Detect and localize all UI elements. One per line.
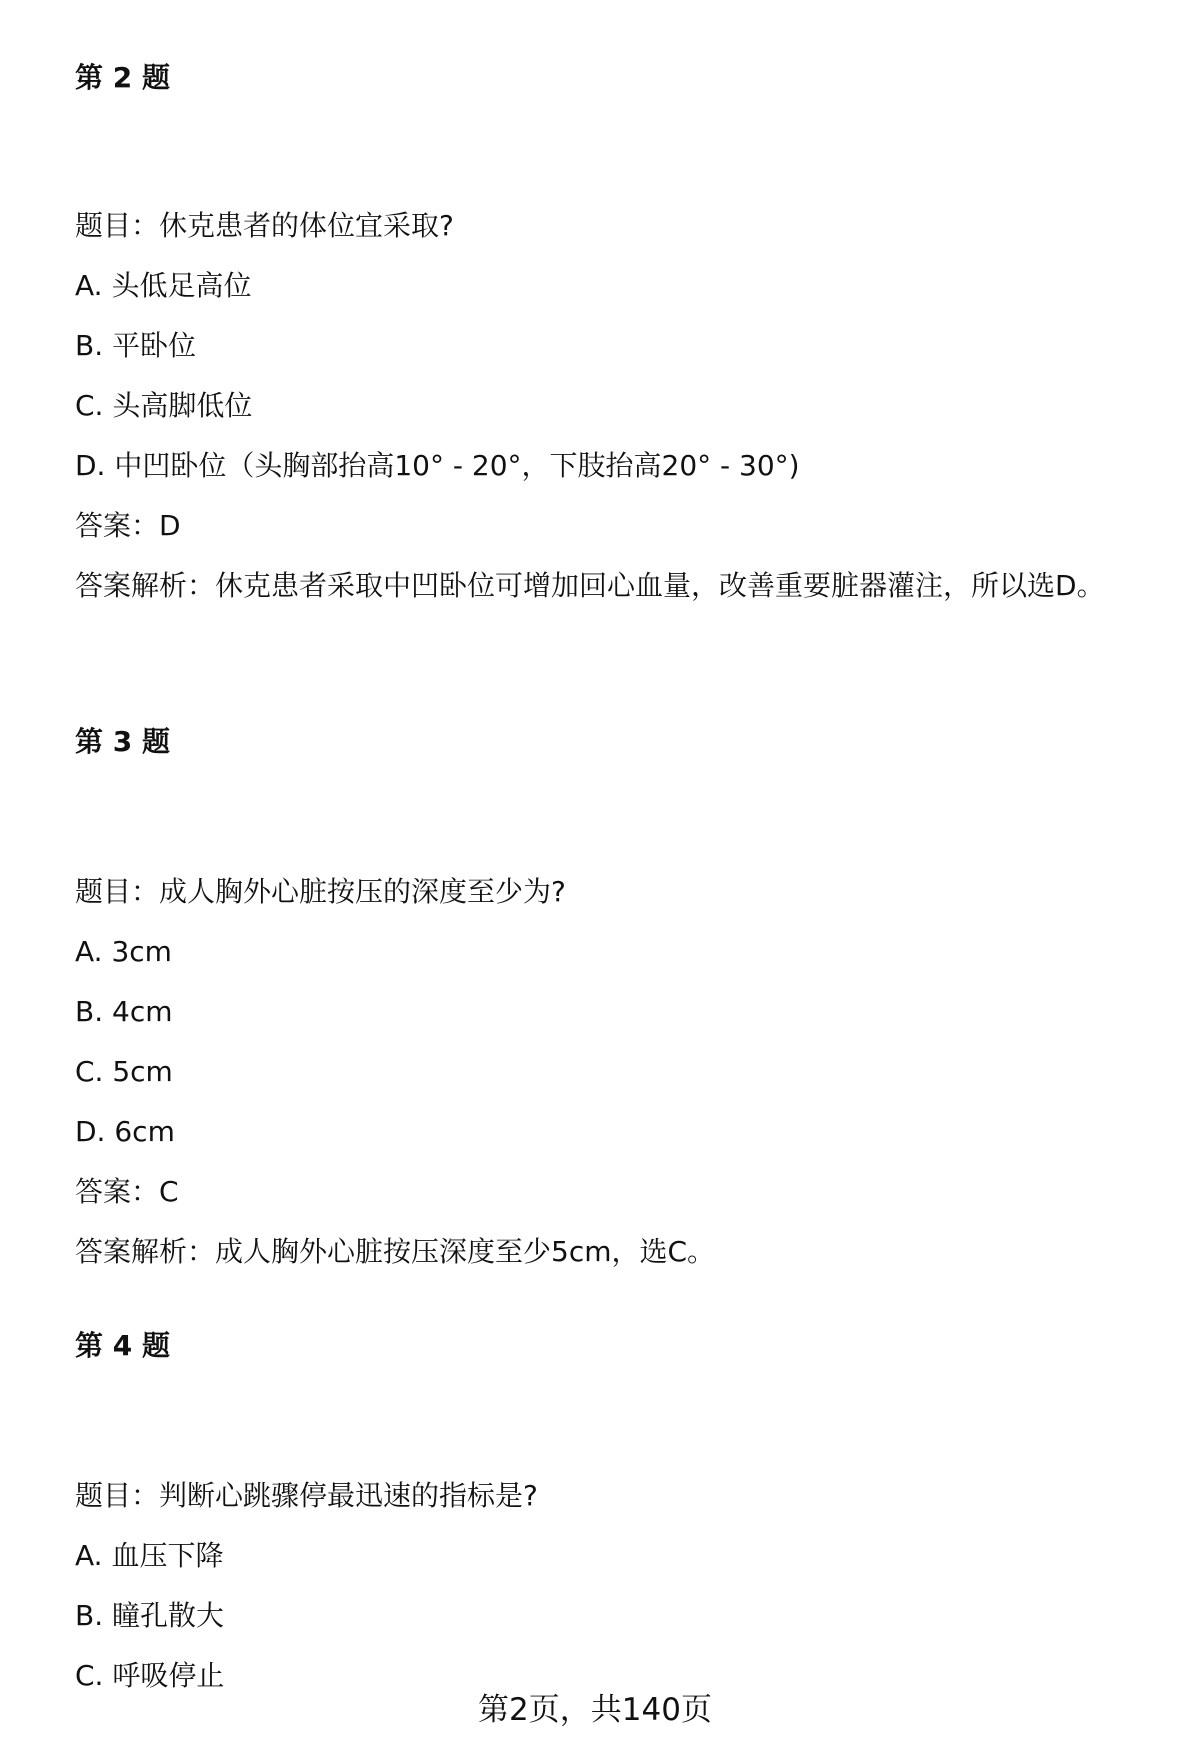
document-page — [75, 0, 1135, 1755]
question-4-body — [75, 1466, 1135, 1706]
page-footer: 第2页，共140页 — [478, 1692, 712, 1728]
question-2-body — [75, 196, 1135, 616]
question-3-block — [75, 722, 1135, 762]
option-c: C. 呼吸停止 — [75, 1659, 225, 1692]
question-2-block — [75, 58, 1135, 98]
answer: 答案：C — [75, 1175, 179, 1208]
option-a: A. 血压下降 — [75, 1539, 224, 1572]
option-c: C. 头高脚低位 — [75, 389, 253, 422]
answer: 答案：D — [75, 509, 181, 542]
question-heading: 第 4 题 — [75, 1329, 170, 1362]
question-3-body — [75, 862, 1135, 1282]
question-text: 题目：休克患者的体位宜采取? — [75, 209, 454, 242]
question-text: 题目：成人胸外心脏按压的深度至少为? — [75, 875, 566, 908]
answer-analysis: 答案解析：休克患者采取中凹卧位可增加回心血量，改善重要脏器灌注，所以选D。 — [75, 569, 1105, 602]
question-heading: 第 3 题 — [75, 725, 170, 758]
option-d: D. 6cm — [75, 1115, 175, 1148]
question-text: 题目：判断心跳骤停最迅速的指标是? — [75, 1479, 538, 1512]
option-d: D. 中凹卧位（头胸部抬高10° - 20°，下肢抬高20° - 30°) — [75, 449, 800, 482]
question-heading: 第 2 题 — [75, 61, 170, 94]
option-b: B. 平卧位 — [75, 329, 197, 362]
answer-analysis: 答案解析：成人胸外心脏按压深度至少5cm，选C。 — [75, 1235, 716, 1268]
option-b: B. 4cm — [75, 995, 173, 1028]
option-b: B. 瞳孔散大 — [75, 1599, 225, 1632]
question-4-block — [75, 1326, 1135, 1366]
option-a: A. 头低足高位 — [75, 269, 252, 302]
option-c: C. 5cm — [75, 1055, 173, 1088]
option-a: A. 3cm — [75, 935, 172, 968]
